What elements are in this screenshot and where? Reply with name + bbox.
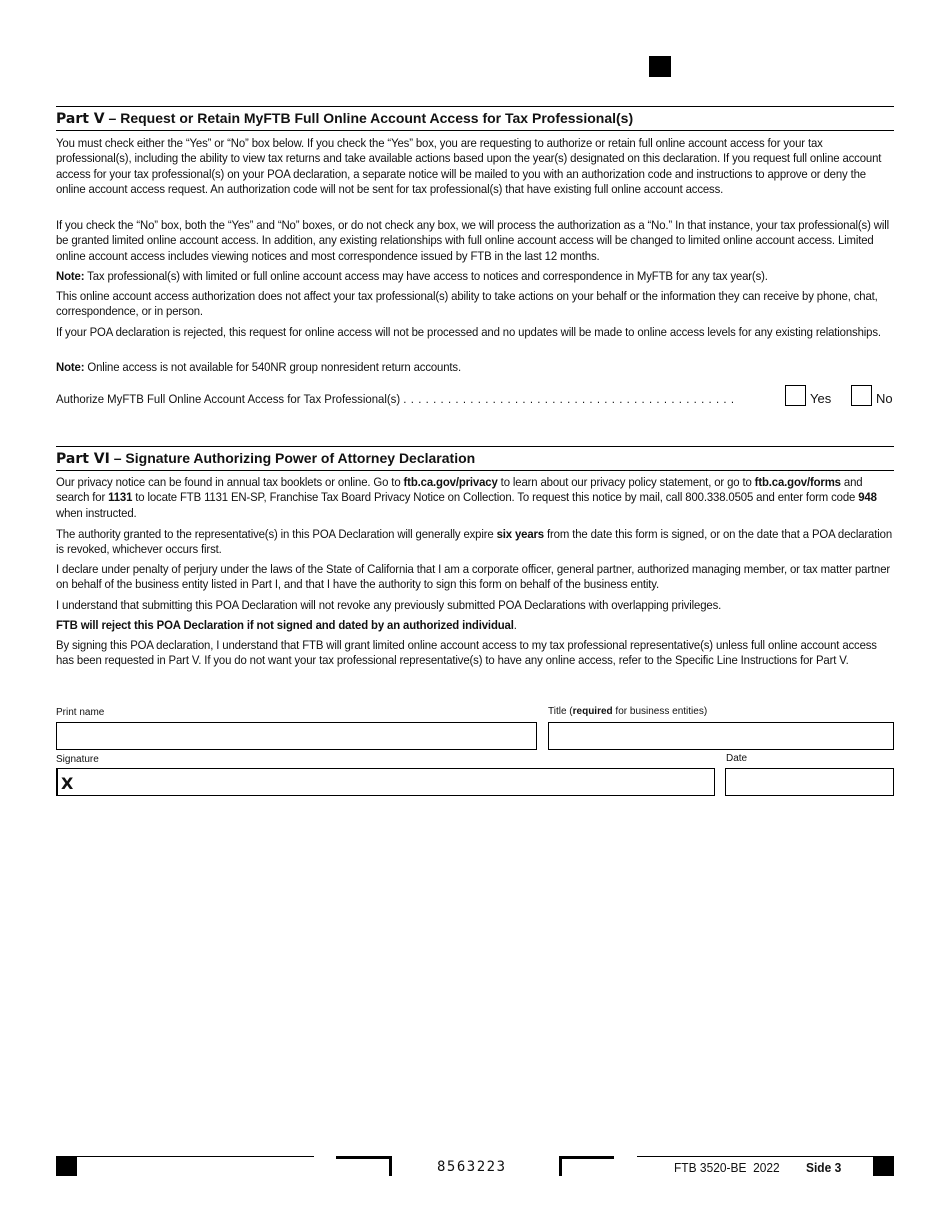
part5-note-1 [56, 269, 895, 284]
note-text: Online access is not available for 540NR group nonresident return accounts. [84, 360, 462, 374]
part5-heading [56, 109, 633, 128]
part6-paragraph-revoke: I understand that submitting this POA Declaration will not revoke any previously submitted POA Declarations with overlapping privileges. [56, 598, 722, 612]
part6-paragraph-access: By signing this POA declaration, I understand that FTB will grant limited online account access to my tax professional representative(s) unless full online account access has been requested in Part V. If you do not want your tax professional representative(s) to have any online access, refer to the Specific Line Instructions for Part V. [56, 638, 877, 668]
part5-paragraph-2: If you check the “No” box, both the “Yes” and “No” boxes, or do not check any box, we will process the authorization as a “No.” In that instance, your tax professional(s) will be granted limited online account access. In addition, any existing relationships with full online account access will be changed to limited online account access. Limited online account access includes viewing notices and most correspondence issued by FTB in the last 12 months. [56, 218, 889, 263]
no-checkbox[interactable] [851, 385, 872, 406]
text: Title ( [548, 706, 573, 717]
registration-mark-bottom-left [56, 1156, 77, 1176]
required-text: required [572, 706, 613, 717]
text: Our privacy notice can be found in annual tax booklets or online. Go to [56, 475, 404, 489]
footer-rule-left [77, 1156, 314, 1157]
signature-x-mark: X [61, 774, 74, 793]
part6-paragraph-reject [56, 618, 895, 633]
part5-paragraph-1: You must check either the “Yes” or “No” box below. If you check the “Yes” box, you are requesting to authorize or retain full online account access for your tax professional(s), including the ability to view tax returns and take available actions based upon the year(s) designated on this declaration. If you request full online account access for your tax professional(s) on your POA declaration, a separate notice will be mailed to you with an authorization code and instructions to approve or deny the online account access request. An authorization code will not be sent for tax professional(s) that have existing full online account access. [56, 136, 882, 196]
part6-paragraph-authority [56, 527, 895, 558]
part6-paragraph-privacy [56, 475, 895, 521]
date-field[interactable] [725, 768, 894, 796]
part5-paragraph-4: If your POA declaration is rejected, this request for online access will not be processed and no updates will be made to online access levels for any existing relationships. [56, 325, 881, 339]
title-label [548, 706, 707, 717]
part6-top-rule [56, 446, 894, 447]
no-label: No [876, 391, 893, 406]
page-side: Side 3 [806, 1160, 842, 1175]
print-name-field[interactable] [56, 722, 537, 750]
reject-warning: FTB will reject this POA Declaration if not signed and dated by an authorized individual [56, 618, 514, 632]
barcode-bracket-left [336, 1156, 392, 1176]
text: for business entities) [612, 706, 708, 717]
part5-title: – Request or Retain MyFTB Full Online Account Access for Tax Professional(s) [104, 110, 634, 126]
form-code: 948 [858, 490, 877, 505]
text: . [513, 618, 517, 632]
forms-link[interactable]: ftb.ca.gov/forms [754, 475, 841, 489]
part6-label: Part VI [56, 451, 110, 467]
part5-bottom-rule [56, 130, 894, 131]
six-years-text: six years [496, 527, 544, 541]
text: and search for [56, 475, 863, 505]
signature-field[interactable] [56, 768, 715, 796]
part5-paragraph-3: This online account access authorization does not affect your tax professional(s) ability to take actions on your behalf or the information they can receive by phone, chat, correspondence, or in person. [56, 289, 878, 319]
part6-title: – Signature Authorizing Power of Attorney Declaration [109, 450, 476, 466]
yes-checkbox[interactable] [785, 385, 806, 406]
print-name-label: Print name [56, 707, 105, 718]
part6-paragraph-declaration: I declare under penalty of perjury under the laws of the State of California that I am a corporate officer, general partner, authorized managing member, or tax matter partner on behalf of the business entity listed in Part I, and that I have the authority to sign this form on behalf of the business entity. [56, 562, 891, 592]
part5-top-rule [56, 106, 894, 107]
barcode-number: 8563223 [437, 1159, 507, 1175]
part6-bottom-rule [56, 470, 894, 471]
note-label: Note: [56, 269, 85, 283]
text: when instructed. [56, 505, 137, 520]
date-label: Date [726, 753, 748, 764]
form-number: 1131 [108, 490, 133, 505]
footer-rule-right [637, 1156, 873, 1157]
authorize-row [56, 392, 735, 406]
form-id: FTB 3520-BE 2022 [674, 1160, 780, 1175]
signature-label: Signature [56, 754, 99, 765]
text: to learn about our privacy policy statement, or go to [497, 475, 755, 489]
yes-label: Yes [810, 391, 832, 406]
registration-mark-bottom-right [873, 1156, 894, 1176]
text: The authority granted to the representative(s) in this POA Declaration will generally expire [56, 527, 497, 541]
dot-leader: . . . . . . . . . . . . . . . . . . . . . . . . . . . . . . . . . . . . . . . . . . . . . [403, 392, 735, 406]
registration-mark-top [649, 56, 671, 77]
part5-note-2 [56, 360, 895, 375]
privacy-link[interactable]: ftb.ca.gov/privacy [403, 475, 498, 489]
text: to locate FTB 1131 EN-SP, Franchise Tax Board Privacy Notice on Collection. To request this notice by mail, call 800.338.0505 and enter form code [132, 490, 859, 505]
part5-label: Part V [56, 111, 105, 127]
authorize-label: Authorize MyFTB Full Online Account Access for Tax Professional(s) [56, 392, 401, 406]
part6-heading [56, 449, 475, 468]
note-text: Tax professional(s) with limited or full online account access may have access to notices and correspondence in MyFTB for any tax year(s). [84, 269, 768, 283]
barcode-bracket-right [559, 1156, 614, 1176]
note-label: Note: [56, 360, 85, 374]
text: from the date this form is signed, or on the date that a POA declaration is revoked, whichever occurs first. [56, 527, 892, 557]
title-field[interactable] [548, 722, 894, 750]
